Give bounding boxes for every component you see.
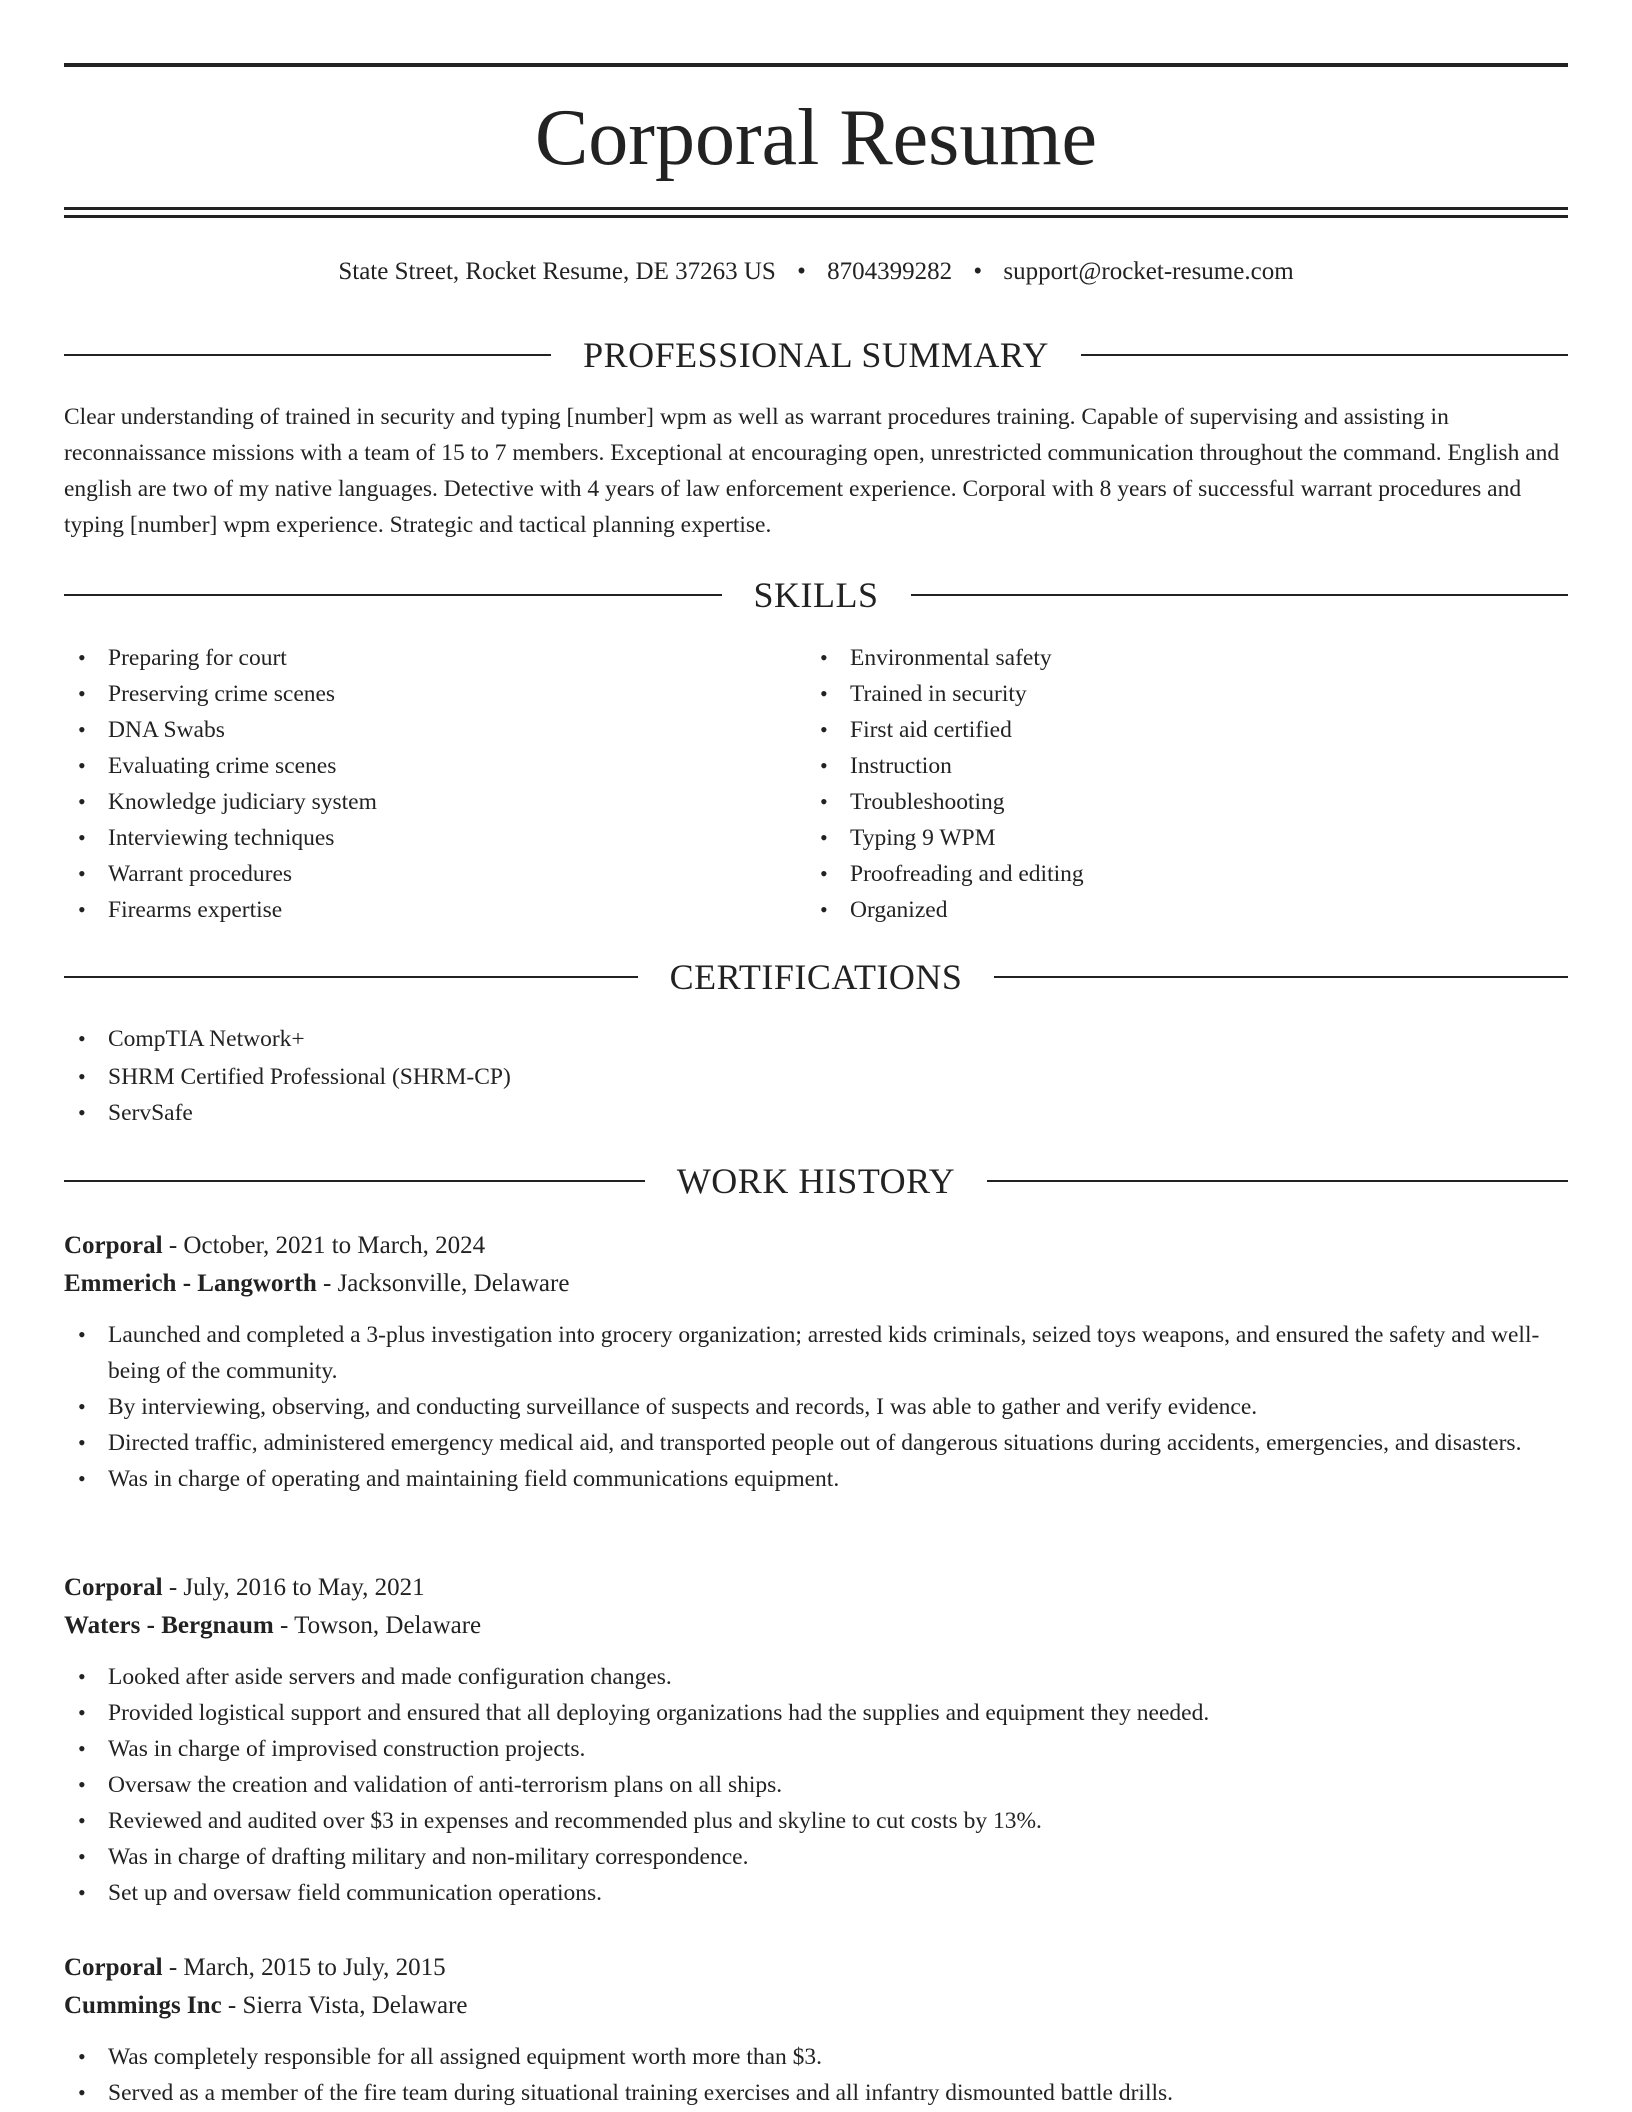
certifications-list bbox=[64, 1021, 1564, 1131]
resume-title: Corporal Resume bbox=[534, 94, 1098, 182]
job-dates: - July, 2016 to May, 2021 bbox=[162, 1574, 425, 1601]
job-title: Corporal bbox=[64, 1954, 163, 1981]
header-bottom-rule bbox=[64, 207, 1568, 210]
job-bullet: • Was in charge of improvised construction projects. bbox=[64, 1731, 1568, 1767]
work-history-heading bbox=[64, 1159, 1568, 1203]
heading-rule bbox=[911, 594, 1569, 596]
job-dates: - October, 2021 to March, 2024 bbox=[162, 1232, 486, 1259]
skill-item: • DNA Swabs bbox=[64, 712, 804, 748]
job-title-row bbox=[64, 1227, 1568, 1265]
job-bullets bbox=[64, 1317, 1568, 1497]
contact-separator: • bbox=[797, 258, 806, 285]
summary-heading-label: PROFESSIONAL SUMMARY bbox=[583, 335, 1049, 375]
job-company-row bbox=[64, 1265, 1568, 1303]
job-location: - Towson, Delaware bbox=[273, 1612, 482, 1639]
skill-item: • Organized bbox=[806, 892, 1546, 928]
job-company: Emmerich - Langworth bbox=[64, 1270, 317, 1297]
header-bottom-rule-double bbox=[64, 215, 1568, 218]
job-title: Corporal bbox=[64, 1574, 163, 1601]
heading-rule bbox=[1081, 354, 1568, 356]
job-location: - Sierra Vista, Delaware bbox=[221, 1992, 468, 2019]
job-bullet: • Directed traffic, administered emergency medical aid, and transported people out of dangerous situations during accidents, emergencies, and disasters. bbox=[64, 1425, 1568, 1461]
job-bullets bbox=[64, 2039, 1568, 2111]
skill-item: • Instruction bbox=[806, 748, 1546, 784]
contact-separator: • bbox=[973, 258, 983, 285]
skill-item: • Evaluating crime scenes bbox=[64, 748, 804, 784]
job-bullet: • Provided logistical support and ensured that all deploying organizations had the supplies and equipment they needed. bbox=[64, 1695, 1568, 1731]
job-bullet: • Was completely responsible for all assigned equipment worth more than $3. bbox=[64, 2039, 1568, 2075]
certifications-heading-label: CERTIFICATIONS bbox=[669, 957, 963, 997]
job-bullet: • Served as a member of the fire team during situational training exercises and all infantry dismounted battle drills. bbox=[64, 2075, 1568, 2111]
skill-item: • Preparing for court bbox=[64, 640, 804, 676]
job-location: - Jacksonville, Delaware bbox=[316, 1270, 570, 1297]
certifications-heading bbox=[64, 955, 1568, 999]
certification-item: • SHRM Certified Professional (SHRM-CP) bbox=[64, 1059, 1564, 1095]
skill-item: • Warrant procedures bbox=[64, 856, 804, 892]
skills-heading bbox=[64, 573, 1568, 617]
job-title-row bbox=[64, 1949, 1568, 1987]
job-company: Cummings Inc bbox=[64, 1992, 222, 2019]
certification-item: • ServSafe bbox=[64, 1095, 1564, 1131]
job-bullet: • By interviewing, observing, and conducting surveillance of suspects and records, I was able to gather and verify evidence. bbox=[64, 1389, 1568, 1425]
job-bullet: • Launched and completed a 3-plus investigation into grocery organization; arrested kids criminals, seized toys weapons, and ensured the safety and well-being of the community. bbox=[64, 1317, 1568, 1389]
header-top-rule bbox=[64, 63, 1568, 67]
heading-rule bbox=[64, 1180, 645, 1182]
heading-rule bbox=[64, 976, 638, 978]
summary-text: Clear understanding of trained in security and typing [number] wpm as well as warrant procedures training. Capable of supervising and assisting in reconnaissance missions with a team of 15 to 7 members. Exceptional at encouraging open, unrestricted communication throughout the command. English and english are two of my native languages. Detective with 4 years of law enforcement experience. Corporal with 8 years of successful warrant procedures and typing [number] wpm experience. Strategic and tactical planning expertise. bbox=[64, 404, 1560, 538]
job-entry bbox=[64, 1569, 1568, 1911]
job-bullet: • Oversaw the creation and validation of anti-terrorism plans on all ships. bbox=[64, 1767, 1568, 1803]
skill-item: • Troubleshooting bbox=[806, 784, 1546, 820]
job-bullet: • Set up and oversaw field communication operations. bbox=[64, 1875, 1568, 1911]
job-bullets bbox=[64, 1659, 1568, 1911]
skill-item: • Environmental safety bbox=[806, 640, 1546, 676]
skills-list-left bbox=[64, 640, 804, 928]
job-bullet: • Looked after aside servers and made configuration changes. bbox=[64, 1659, 1568, 1695]
skill-item: • Knowledge judiciary system bbox=[64, 784, 804, 820]
skill-item: • Preserving crime scenes bbox=[64, 676, 804, 712]
heading-rule bbox=[64, 594, 722, 596]
skill-item: • Proofreading and editing bbox=[806, 856, 1546, 892]
job-entry bbox=[64, 1227, 1568, 1497]
work-history-heading-label: WORK HISTORY bbox=[676, 1161, 956, 1201]
job-title-row bbox=[64, 1569, 1568, 1607]
job-company: Waters - Bergnaum bbox=[64, 1612, 274, 1639]
summary-heading bbox=[64, 333, 1568, 377]
job-bullet: • Was in charge of drafting military and non-military correspondence. bbox=[64, 1839, 1568, 1875]
job-company-row bbox=[64, 1607, 1568, 1645]
heading-rule bbox=[64, 354, 551, 356]
job-company-row bbox=[64, 1987, 1568, 2025]
job-dates: - March, 2015 to July, 2015 bbox=[162, 1954, 446, 1981]
certification-item: • CompTIA Network+ bbox=[64, 1021, 1564, 1057]
heading-rule bbox=[987, 1180, 1568, 1182]
contact-phone: 8704399282 bbox=[827, 258, 953, 285]
job-entry bbox=[64, 1949, 1568, 2111]
skill-item: • Trained in security bbox=[806, 676, 1546, 712]
job-title: Corporal bbox=[64, 1232, 163, 1259]
skill-item: • Interviewing techniques bbox=[64, 820, 804, 856]
skill-item: • Typing 9 WPM bbox=[806, 820, 1546, 856]
job-bullet: • Was in charge of operating and maintaining field communications equipment. bbox=[64, 1461, 1568, 1497]
skill-item: • First aid certified bbox=[806, 712, 1546, 748]
contact-email: support@rocket-resume.com bbox=[1003, 258, 1294, 285]
contact-address: State Street, Rocket Resume, DE 37263 US bbox=[338, 258, 776, 285]
skill-item: • Firearms expertise bbox=[64, 892, 804, 928]
heading-rule bbox=[994, 976, 1568, 978]
job-bullet: • Reviewed and audited over $3 in expenses and recommended plus and skyline to cut costs by 13%. bbox=[64, 1803, 1568, 1839]
skills-list-right bbox=[806, 640, 1546, 928]
skills-heading-label: SKILLS bbox=[753, 575, 879, 615]
contact-line bbox=[0, 254, 1632, 290]
